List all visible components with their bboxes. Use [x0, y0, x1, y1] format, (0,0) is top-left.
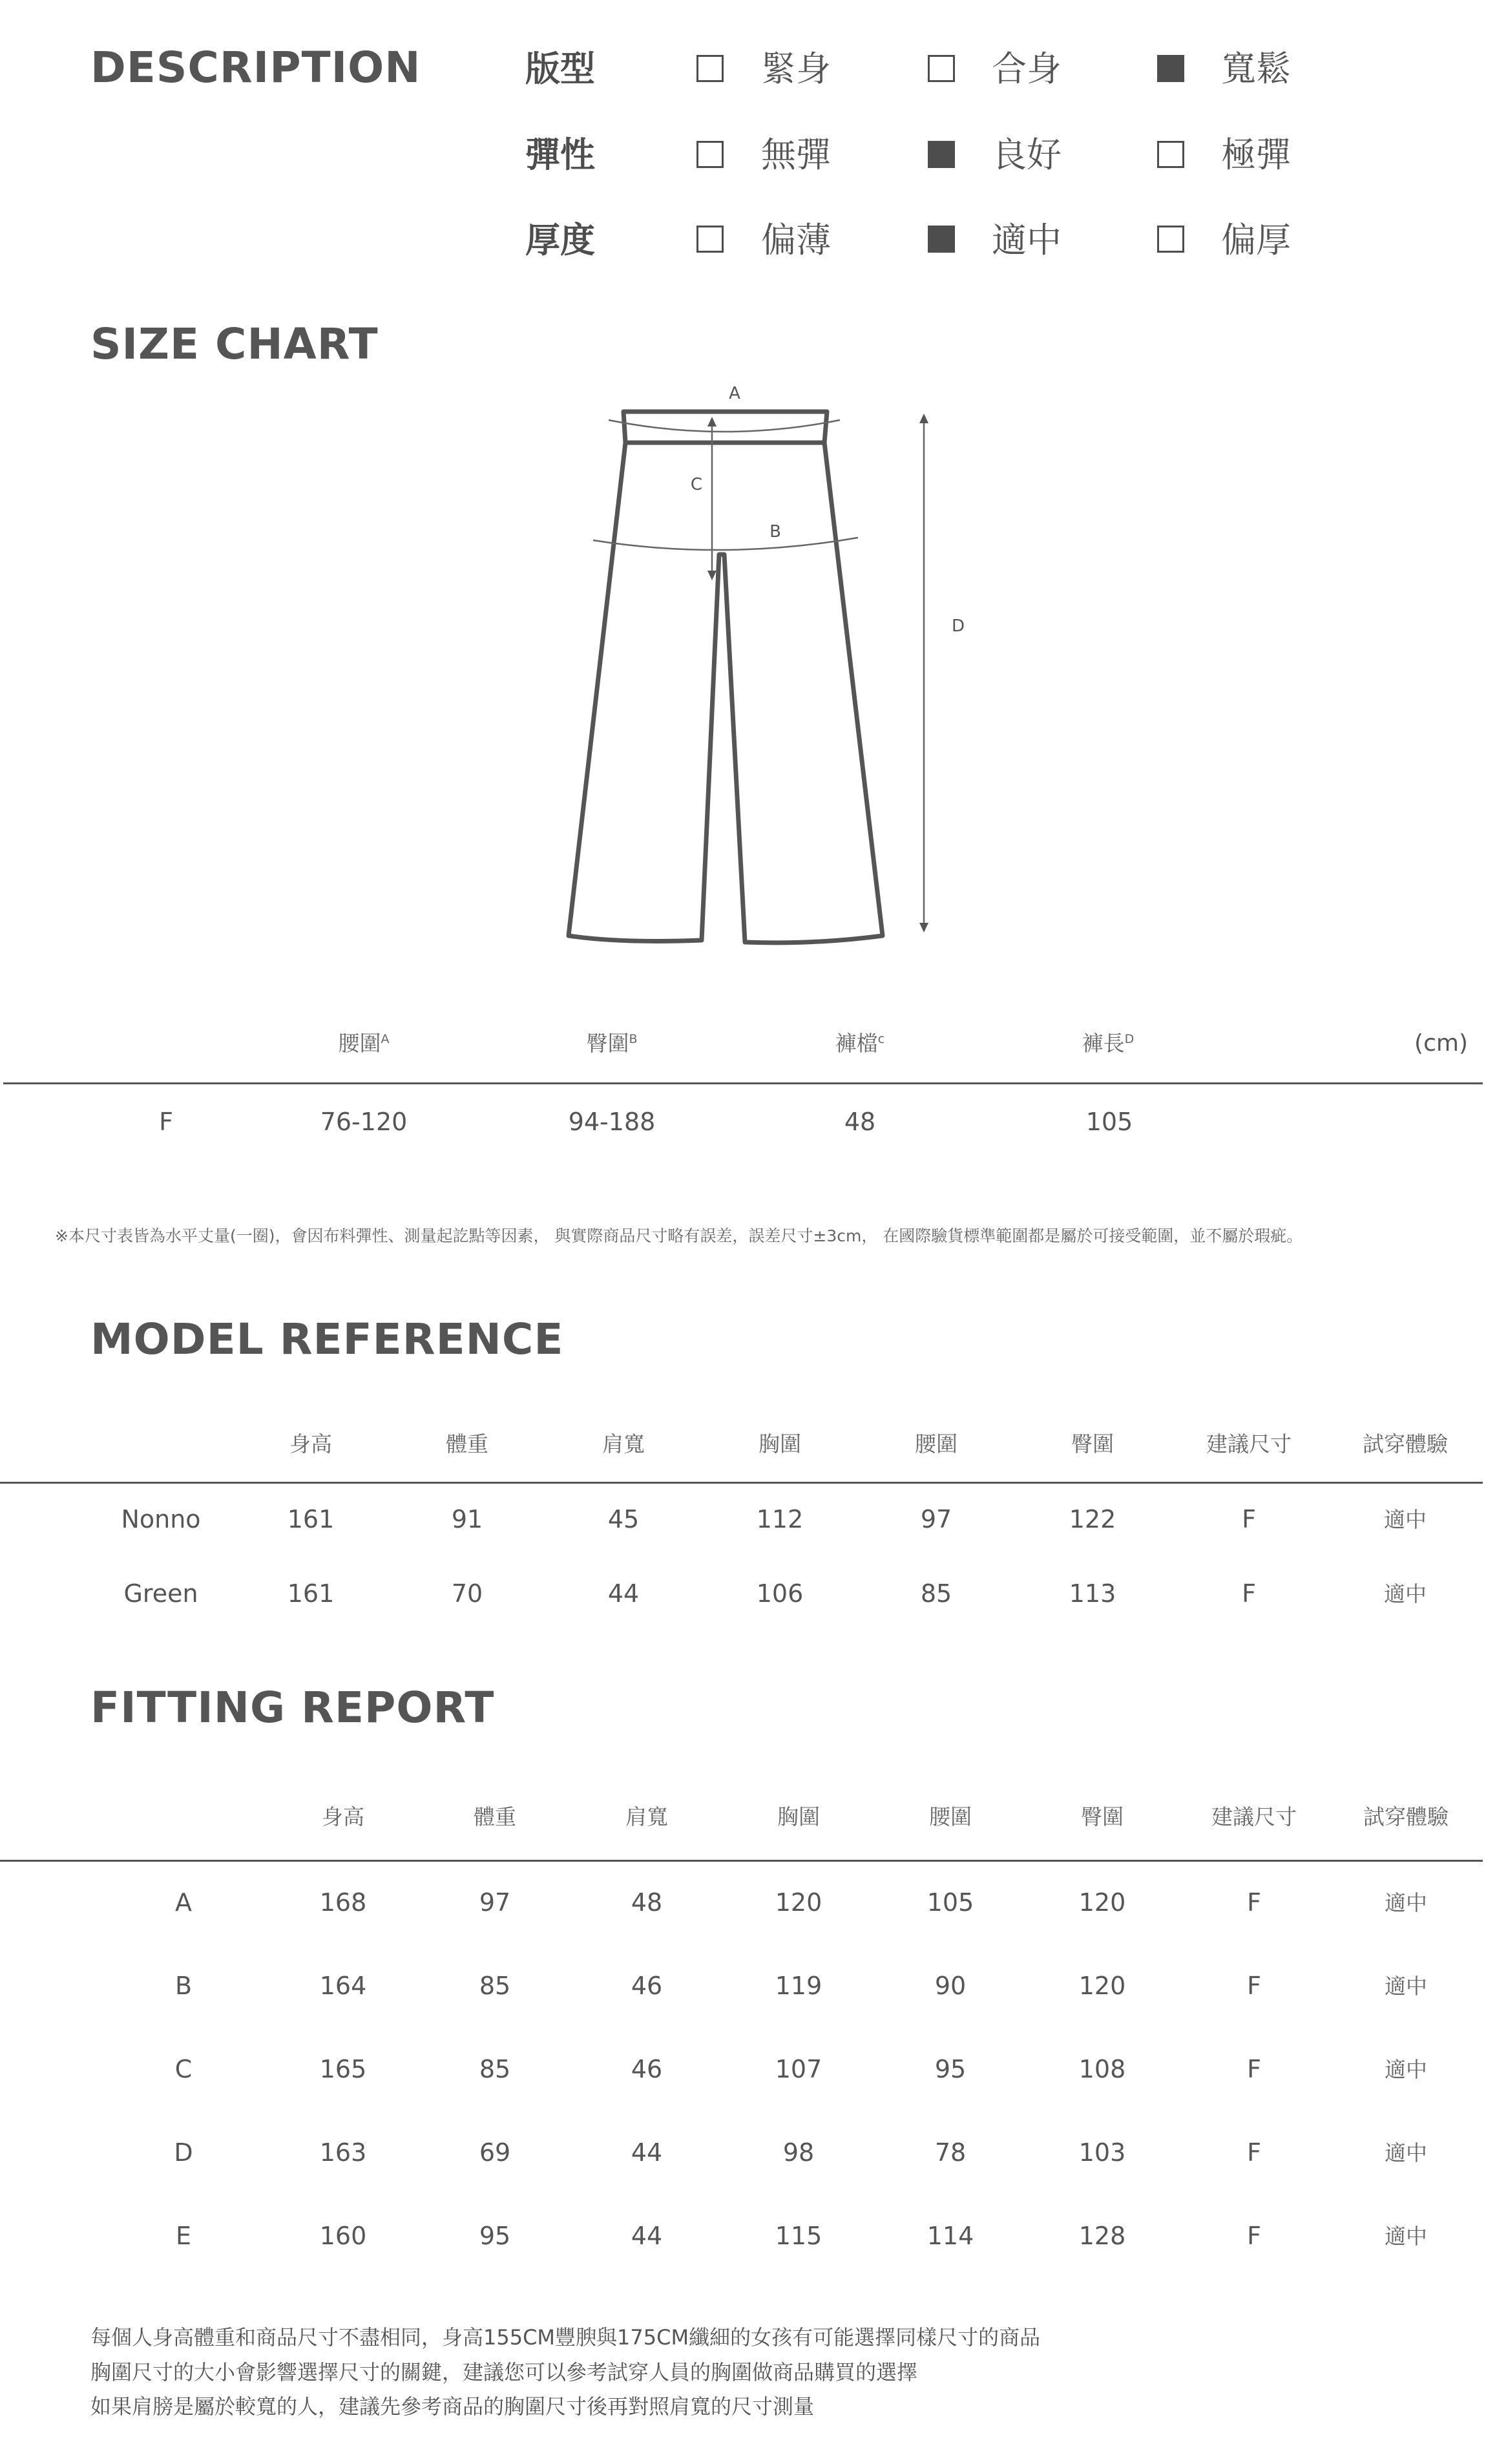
table-header: 肩寬: [625, 1804, 668, 1829]
table-row-label: E: [175, 2222, 192, 2250]
table-row-label: A: [175, 1888, 192, 1917]
table-cell: F: [1242, 1579, 1256, 1608]
table-divider: [0, 1482, 1483, 1484]
table-cell: 48: [631, 1888, 663, 1917]
table-cell: 85: [920, 1579, 952, 1608]
option-label: 良好: [992, 134, 1062, 175]
table-header: 肩寬: [602, 1431, 645, 1457]
size-value: 94-188: [568, 1108, 656, 1136]
table-cell: 69: [479, 2138, 511, 2167]
footer-note: 如果肩膀是屬於較寬的人，建議先參考商品的胸圍尺寸後再對照肩寬的尺寸測量: [90, 2394, 815, 2419]
desc-label-elasticity: 彈性: [525, 134, 595, 175]
table-cell: 97: [479, 1888, 511, 1917]
diagram-label-d: D: [951, 616, 965, 636]
table-row-label: C: [174, 2055, 193, 2083]
hip-measure-curve: [593, 538, 858, 550]
table-cell: 44: [631, 2138, 663, 2167]
table-cell: 91: [451, 1505, 483, 1533]
table-cell: F: [1247, 2138, 1261, 2167]
table-cell: 44: [631, 2222, 663, 2250]
option-label: 偏厚: [1221, 220, 1291, 260]
table-cell: 161: [287, 1505, 335, 1533]
option-label: 合身: [992, 48, 1062, 89]
table-header: 建議尺寸: [1206, 1431, 1292, 1457]
size-chart-title: SIZE CHART: [90, 319, 379, 369]
size-unit: (cm): [1414, 1030, 1468, 1057]
size-table-divider: [3, 1082, 1483, 1084]
table-cell: 90: [934, 1972, 967, 2000]
size-header-hip: 臀圍$^B$: [586, 1031, 638, 1056]
table-cell: 105: [926, 1888, 974, 1917]
table-cell: 108: [1078, 2055, 1126, 2083]
table-cell: F: [1247, 1972, 1261, 2000]
size-header-rise: 褲檔$^c$: [835, 1031, 885, 1056]
table-header: 胸圍: [759, 1431, 801, 1457]
footer-note: 胸圍尺寸的大小會影響選擇尺寸的關鍵，建議您可以參考試穿人員的胸圍做商品購買的選擇: [90, 2360, 918, 2385]
table-cell: 106: [756, 1579, 804, 1608]
table-header: 臀圍: [1081, 1804, 1124, 1829]
table-header: 試穿體驗: [1363, 1804, 1449, 1829]
table-cell: 119: [775, 1972, 822, 2000]
table-header: 腰圍: [915, 1431, 958, 1457]
table-cell: 45: [607, 1505, 640, 1533]
option-label: 偏薄: [761, 220, 831, 260]
table-cell: F: [1247, 2222, 1261, 2250]
table-row-label: D: [174, 2138, 193, 2167]
table-header: 胸圍: [777, 1804, 820, 1829]
table-cell: 120: [1078, 1972, 1126, 2000]
table-cell: 115: [775, 2222, 822, 2250]
table-row-label: Green: [123, 1579, 198, 1608]
diagram-label-b: B: [769, 522, 781, 542]
table-cell: 46: [631, 2055, 663, 2083]
table-header: 臀圍: [1071, 1431, 1114, 1457]
table-cell: 適中: [1385, 2140, 1427, 2165]
table-header: 身高: [289, 1431, 332, 1457]
table-row-label: B: [174, 1972, 193, 2000]
table-cell: 44: [607, 1579, 640, 1608]
table-cell: 78: [934, 2138, 967, 2167]
size-header-waist: 腰圍$^A$: [338, 1031, 390, 1056]
desc-label-thickness: 厚度: [525, 220, 595, 260]
pants-diagram: [0, 0, 1486, 982]
table-divider: [0, 1860, 1483, 1862]
diagram-label-c: C: [690, 475, 703, 494]
fitting-report-title: FITTING REPORT: [90, 1683, 495, 1732]
size-value: 48: [844, 1108, 876, 1136]
table-header: 體重: [474, 1804, 516, 1829]
size-row-label: F: [159, 1108, 173, 1136]
table-cell: 98: [782, 2138, 815, 2167]
table-cell: 適中: [1385, 1974, 1427, 1999]
footer-note: 每個人身高體重和商品尺寸不盡相同，身高155CM豐腴與175CM纖細的女孩有可能選擇同樣尺寸的商品: [90, 2325, 1041, 2350]
table-cell: 161: [287, 1579, 335, 1608]
option-label: 適中: [992, 220, 1062, 260]
table-cell: 適中: [1385, 1890, 1427, 1915]
table-cell: 164: [319, 1972, 367, 2000]
size-header-length: 褲長$^D$: [1082, 1031, 1135, 1056]
table-cell: 128: [1078, 2222, 1126, 2250]
table-cell: F: [1242, 1505, 1256, 1533]
pants-outline: [569, 443, 883, 943]
table-cell: 85: [479, 1972, 511, 2000]
table-cell: F: [1247, 1888, 1261, 1917]
table-cell: 168: [319, 1888, 367, 1917]
option-label: 寬鬆: [1221, 48, 1291, 89]
table-cell: 97: [920, 1505, 952, 1533]
table-header: 建議尺寸: [1211, 1804, 1297, 1829]
table-cell: 165: [319, 2055, 367, 2083]
description-title: DESCRIPTION: [90, 43, 421, 92]
table-header: 身高: [322, 1804, 364, 1829]
option-label: 極彈: [1221, 134, 1291, 175]
table-cell: 95: [479, 2222, 511, 2250]
table-row-label: Nonno: [121, 1505, 201, 1533]
table-cell: 85: [479, 2055, 511, 2083]
table-cell: 113: [1069, 1579, 1116, 1608]
model-reference-title: MODEL REFERENCE: [90, 1314, 564, 1364]
option-label: 緊身: [761, 48, 831, 89]
table-cell: F: [1247, 2055, 1261, 2083]
option-label: 無彈: [761, 134, 831, 175]
table-cell: 112: [756, 1505, 804, 1533]
table-cell: 163: [319, 2138, 367, 2167]
diagram-label-a: A: [729, 384, 740, 403]
table-cell: 114: [926, 2222, 974, 2250]
table-cell: 160: [319, 2222, 367, 2250]
table-cell: 120: [775, 1888, 822, 1917]
table-cell: 95: [934, 2055, 967, 2083]
table-cell: 適中: [1385, 2224, 1427, 2249]
table-header: 試穿體驗: [1363, 1431, 1448, 1457]
table-cell: 適中: [1385, 2057, 1427, 2082]
size-value: 105: [1085, 1108, 1133, 1136]
table-cell: 適中: [1384, 1581, 1427, 1606]
table-cell: 103: [1078, 2138, 1126, 2167]
waist-measure-curve: [609, 420, 840, 432]
size-value: 76-120: [320, 1108, 408, 1136]
table-cell: 70: [451, 1579, 483, 1608]
table-header: 腰圍: [929, 1804, 972, 1829]
size-chart-note: ※本尺寸表皆為水平丈量(一圈)，會因布料彈性、測量起訖點等因素， 與實際商品尺寸略有誤差，誤差尺寸±3cm， 在國際驗貨標準範圍都是屬於可接受範圍，並不屬於瑕疵。: [55, 1227, 1303, 1245]
table-cell: 107: [775, 2055, 822, 2083]
table-cell: 120: [1078, 1888, 1126, 1917]
table-cell: 46: [631, 1972, 663, 2000]
table-cell: 122: [1069, 1505, 1116, 1533]
table-cell: 適中: [1384, 1507, 1427, 1532]
desc-label-fit: 版型: [525, 48, 595, 89]
table-header: 體重: [446, 1431, 488, 1457]
